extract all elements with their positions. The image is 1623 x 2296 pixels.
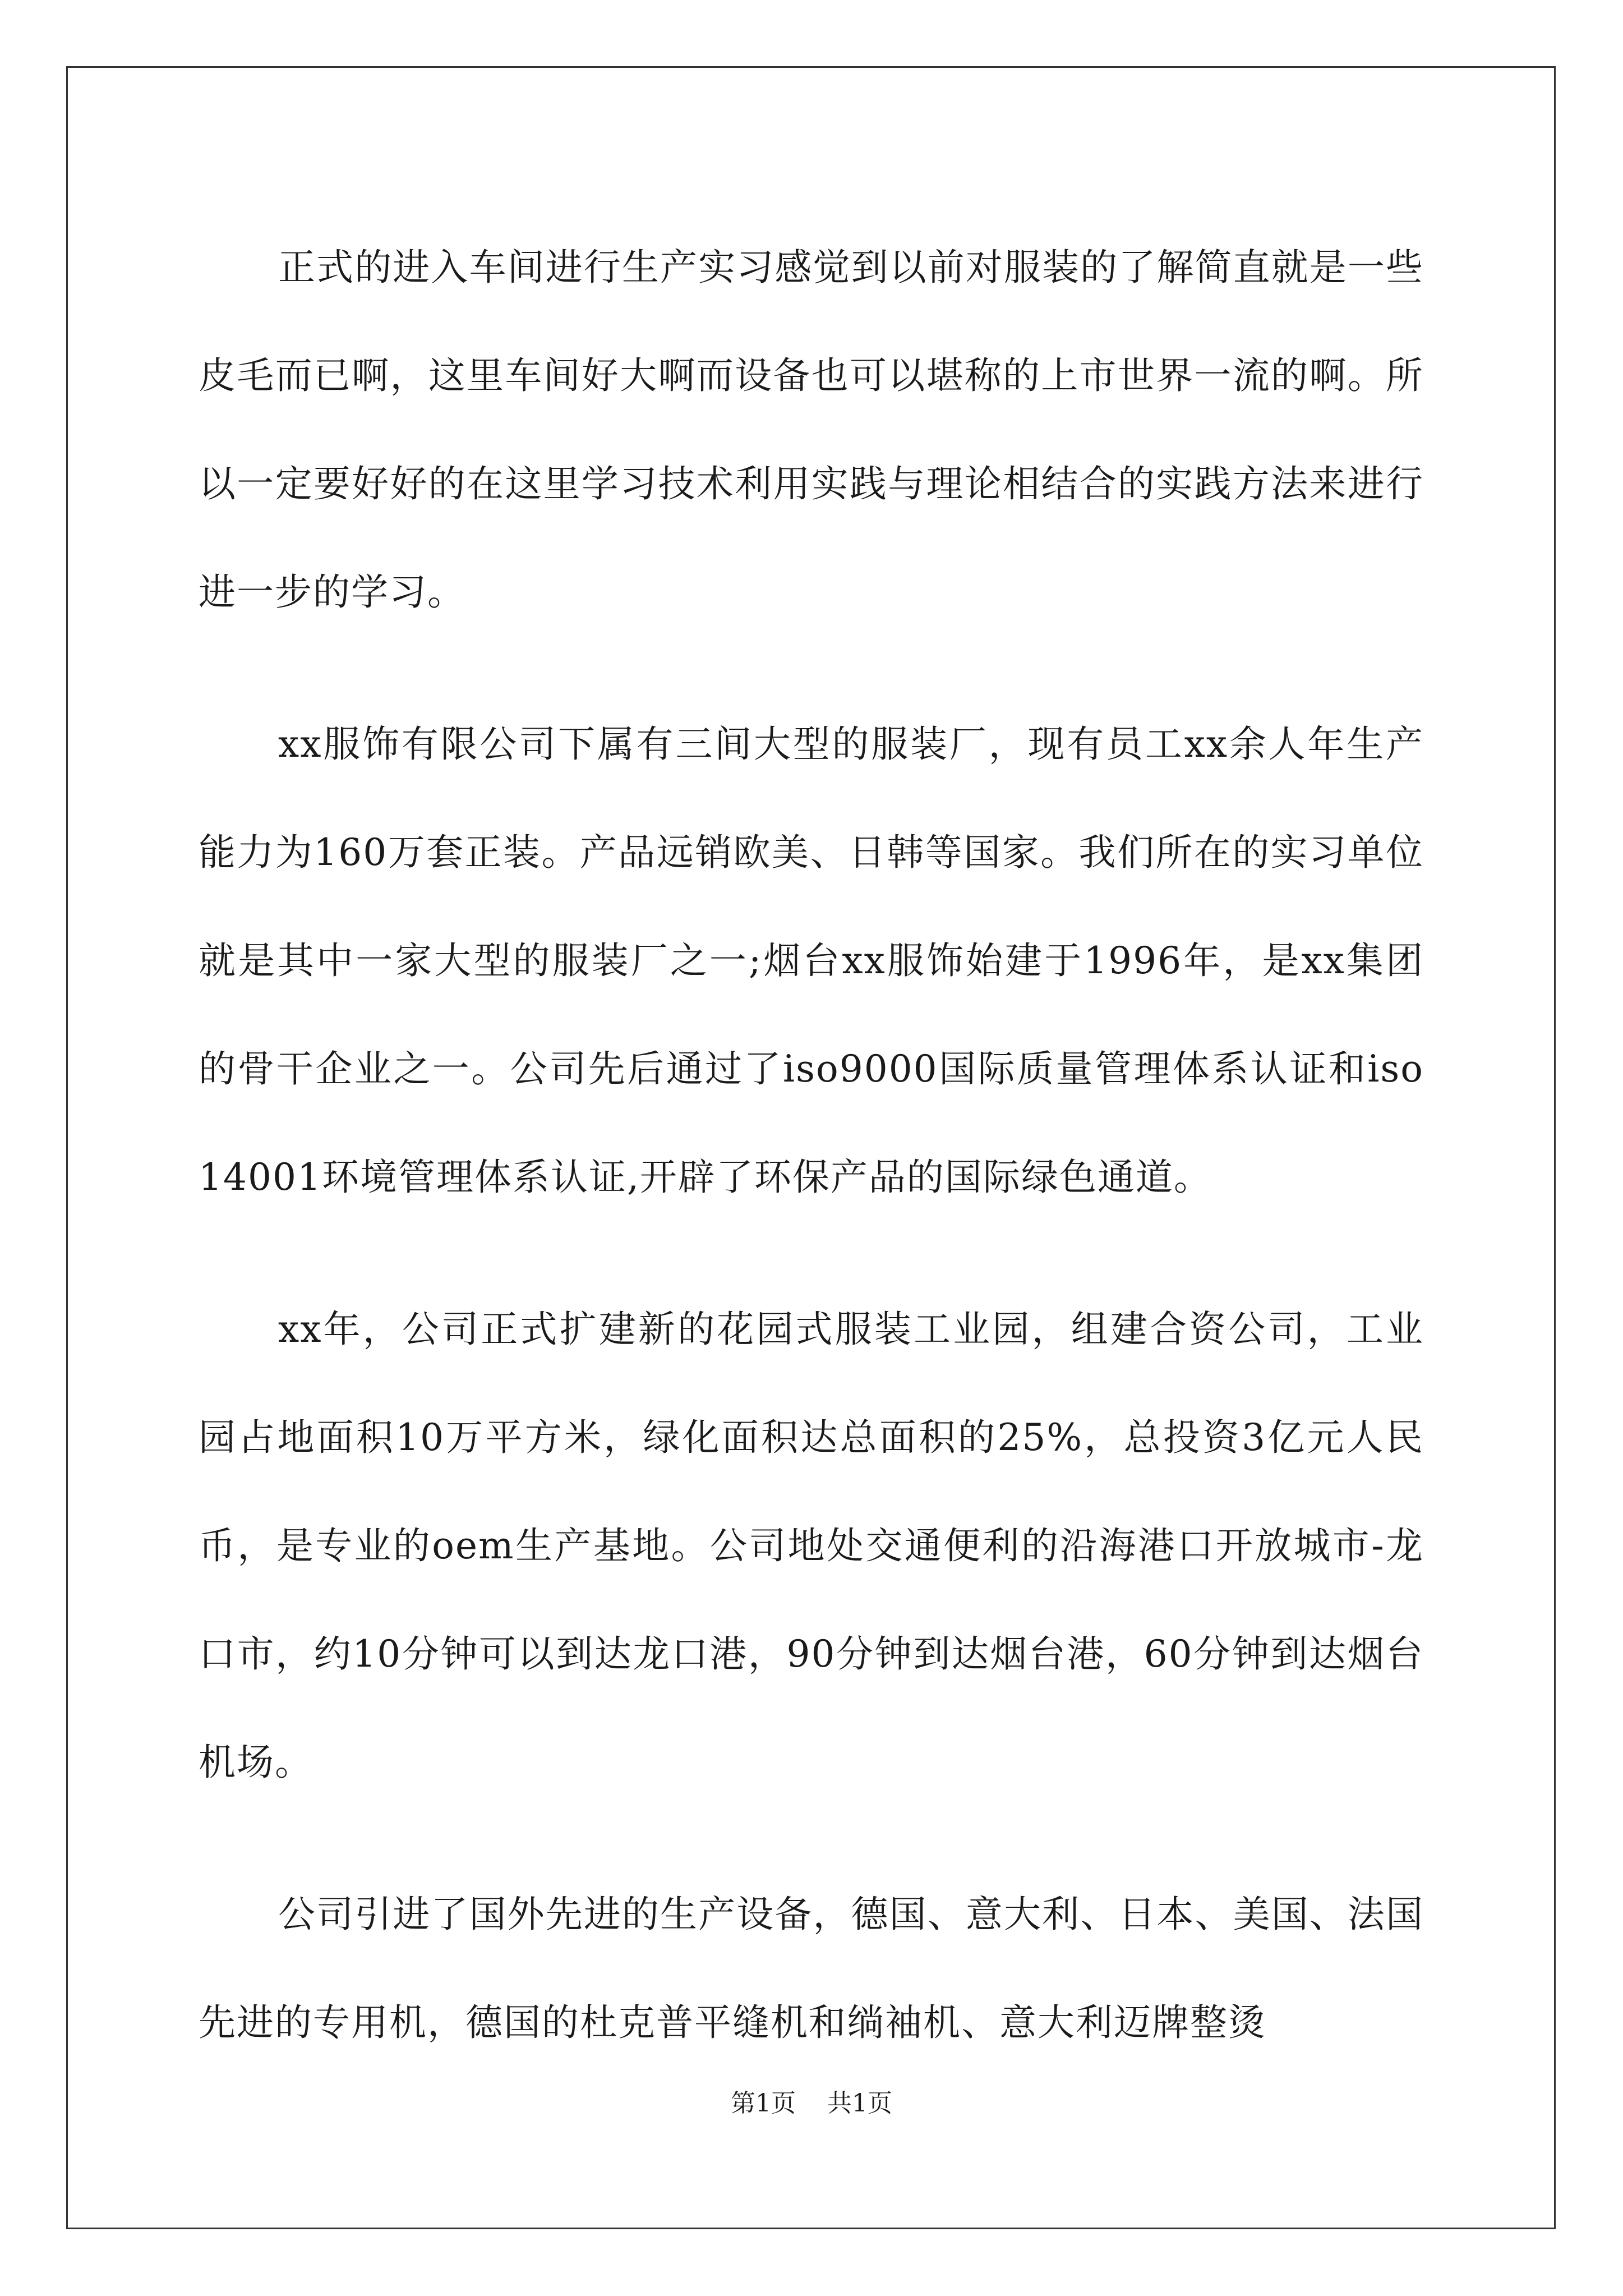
page-total: 共1页 [827, 2089, 892, 2118]
paragraph: 公司引进了国外先进的生产设备，德国、意大利、日本、美国、法国先进的专用机，德国的杜克普平缝机和绱袖机、意大利迈牌整烫 [199, 1893, 1424, 2044]
paragraph: xx服饰有限公司下属有三间大型的服装厂，现有员工xx余人年生产能力为160万套正装。产品远销欧美、日韩等国家。我们所在的实习单位就是其中一家大型的服装厂之一;烟台xx服饰始建于1996年，是xx集团的骨干企业之一。公司先后通过了iso9000国际质量管理体系认证和iso14001环境管理体系认证,开辟了环保产品的国际绿色通道。 [199, 723, 1424, 1199]
document-body [199, 213, 1424, 2120]
page-number: 第1页 [731, 2089, 796, 2118]
paragraph: 正式的进入车间进行生产实习感觉到以前对服装的了解简直就是一些皮毛而已啊，这里车间好大啊而设备也可以堪称的上市世界一流的啊。所以一定要好好的在这里学习技术利用实践与理论相结合的实践方法来进行进一步的学习。 [199, 246, 1424, 614]
page-footer [0, 2087, 1623, 2120]
paragraph: xx年，公司正式扩建新的花园式服装工业园，组建合资公司，工业园占地面积10万平方米，绿化面积达总面积的25%，总投资3亿元人民币，是专业的oem生产基地。公司地处交通便利的沿海港口开放城市-龙口市，约10分钟可以到达龙口港，90分钟到达烟台港，60分钟到达烟台机场。 [199, 1308, 1424, 1784]
